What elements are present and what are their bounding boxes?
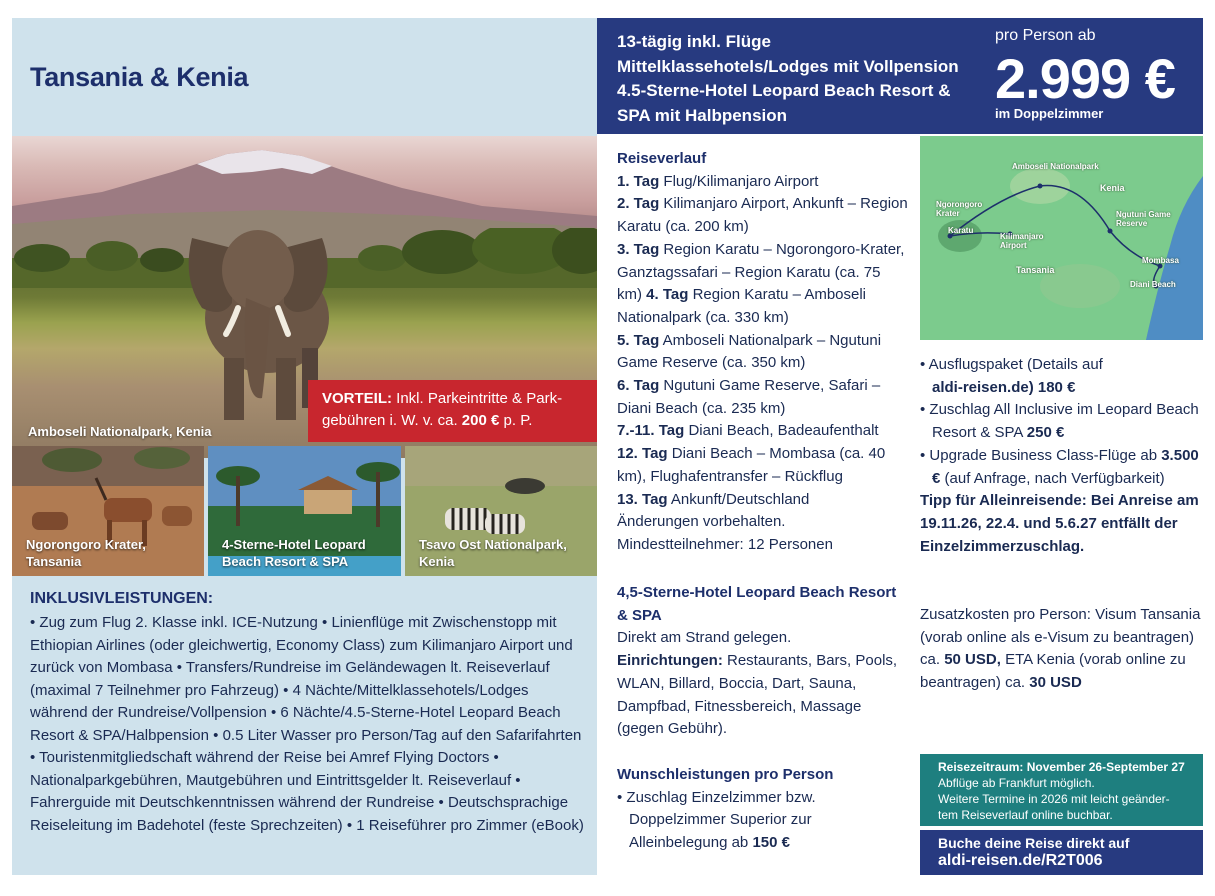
vorteil-badge: [308, 380, 597, 442]
map-label-kilimanjaro: Kilimanjaro Airport: [1000, 232, 1044, 250]
extra-item-3: • Upgrade Business Class-Flüge ab 3.500 € (auf Anfrage, nach Verfügbarkeit): [920, 446, 1199, 487]
wunschleistungen: [617, 764, 909, 855]
price-sub: im Doppelzimmer: [995, 106, 1104, 121]
reisezeitraum-heading: Reisezeitraum: November 26-September 27: [938, 760, 1185, 774]
itinerary-day-7-11: 7.-11. Tag Diani Beach, Badeaufenthalt: [617, 422, 879, 440]
map-label-tansania: Tansania: [1016, 265, 1055, 275]
itinerary-day-12: 12. Tag Diani Beach – Mombasa (ca. 40 km), Flughafentransfer – Rückflug: [617, 445, 886, 485]
itinerary-day-13: 13. Tag Ankunft/Deutschland: [617, 490, 810, 508]
itinerary-note-2: Mindestteilnehmer: 12 Personen: [617, 535, 833, 553]
zusatzkosten: Zusatzkosten pro Person: Visum Tansania (vorab online als e-Visum zu beantragen) ca. 50 USD, ETA Kenia (vorab online zu beantragen) ca. 30 USD: [920, 606, 1201, 692]
extra-item-1: • Ausflugspaket (Details auf aldi-reisen.de) 180 €: [920, 356, 1103, 396]
itinerary-heading: Reiseverlauf: [617, 150, 707, 167]
vorteil-amount: 200 €: [461, 412, 500, 429]
booking-link[interactable]: aldi-reisen.de/R2T006: [938, 852, 1103, 869]
thumb-caption-1-line2: Tansania: [26, 554, 82, 569]
thumb-hotel: [208, 446, 401, 576]
map-label-mombasa: Mombasa: [1142, 256, 1179, 265]
map-label-karatu: Karatu: [948, 226, 974, 235]
booking-box: [920, 830, 1203, 875]
hotel-heading: 4,5-Sterne-Hotel Leopard Beach Resort & SPA: [617, 584, 897, 624]
vorteil-label: VORTEIL:: [322, 390, 392, 407]
banner-line-2: Mittelklassehotels/Lodges mit Vollpension: [617, 56, 959, 76]
vorteil-text1: Inkl. Parkeintritte & Park-: [396, 390, 563, 407]
left-panel: [12, 18, 597, 875]
map-label-ngutuni: Ngutuni Game Reserve: [1116, 210, 1171, 228]
wunsch-heading: Wunschleistungen pro Person: [617, 766, 834, 783]
thumb-caption-3-line2: Kenia: [419, 554, 455, 569]
banner-line-3: 4.5-Sterne-Hotel Leopard Beach Resort &: [617, 81, 951, 100]
reisezeitraum-line3: tem Reiseverlauf online buchbar.: [938, 808, 1113, 822]
thumb-tsavo: [405, 446, 597, 576]
hotel-desc: Direkt am Strand gelegen.: [617, 629, 792, 647]
itinerary-day-2: 2. Tag Kilimanjaro Airport, Ankunft – Region Karatu (ca. 200 km): [617, 195, 908, 236]
wunsch-item: • Zuschlag Einzelzimmer bzw. Doppelzimmer Superior zur Alleinbelegung ab 150 €: [617, 788, 816, 852]
itinerary-day-1: 1. Tag Flug/Kilimanjaro Airport: [617, 172, 819, 190]
thumb-caption-3-line1: Tsavo Ost Nationalpark,: [419, 537, 567, 552]
reisezeitraum-line1: Abflüge ab Frankfurt möglich.: [938, 776, 1095, 790]
route-map: [920, 136, 1203, 340]
hero-caption: Amboseli Nationalpark, Kenia: [28, 424, 212, 439]
reisezeitraum-line2: Weitere Termine in 2026 mit leicht geänder-: [938, 792, 1170, 806]
extra-item-2: • Zuschlag All Inclusive im Leopard Beach Resort & SPA 250 €: [920, 401, 1199, 442]
thumb-caption-2-line2: Beach Resort & SPA: [222, 554, 349, 569]
map-label-kenia: Kenia: [1100, 183, 1125, 193]
thumb-caption-1-line1: Ngorongoro Krater,: [26, 537, 146, 552]
page-title: Tansania & Kenia: [30, 62, 249, 92]
banner-line-4: SPA mit Halbpension: [617, 105, 788, 125]
thumb-caption-2-line1: 4-Sterne-Hotel Leopard: [222, 537, 366, 552]
itinerary-note-1: Änderungen vorbehalten.: [617, 513, 786, 531]
vorteil-suffix: p. P.: [503, 412, 533, 429]
vorteil-text2: gebühren i. W. v. ca.: [322, 412, 458, 429]
facilities-label: Einrichtungen:: [617, 652, 723, 670]
price-label: pro Person ab: [995, 27, 1096, 44]
itinerary-day-6: 6. Tag Ngutuni Game Reserve, Safari – Diani Beach (ca. 235 km): [617, 377, 881, 417]
extras: [920, 354, 1203, 558]
banner-lines: [617, 30, 959, 128]
itinerary-day-3-4: 3. Tag Region Karatu – Ngorongoro-Krater, Ganztagssafari – Region Karatu (ca. 75 km) 4. Tag Region Karatu – Amboseli Nationalpark (ca. 330 km): [617, 240, 905, 326]
thumb-ngorongoro: [12, 446, 204, 576]
booking-line1: Buche deine Reise direkt auf: [938, 835, 1130, 851]
map-label-amboseli: Amboseli Nationalpark: [1012, 162, 1099, 171]
hotel-info: [617, 582, 909, 741]
reisezeitraum-box: [920, 754, 1203, 826]
tipp-alleinreisende: Tipp für Alleinreisende: Bei Anreise am 19.11.26, 22.4. und 5.6.27 entfällt der Einzelzimmerzuschlag.: [920, 492, 1199, 555]
itinerary-day-5: 5. Tag Amboseli Nationalpark – Ngutuni Game Reserve (ca. 350 km): [617, 331, 882, 372]
map-label-diani: Diani Beach: [1130, 280, 1176, 289]
offer-banner: [597, 18, 1203, 134]
itinerary: [617, 148, 909, 557]
price: 2.999 €: [995, 47, 1175, 110]
inklusivleistungen-text: • Zug zum Flug 2. Klasse inkl. ICE-Nutzung • Linienflüge mit Zwischenstopp mit Ethiopian Airlines (oder gleichwertig, Economy Class) zum Kilimanjaro Airport und zurück von Mombasa • Transfers/Rundreise im Geländewagen lt. Reiseverlauf (maximal 7 Teilnehmer pro Fahrzeug) • 4 Nächte/Mittelklassehotels/Lodges während der Rundreise/Vollpension • 6 Nächte/4.5-Sterne-Hotel Leopard Beach Resort & SPA/Halbpension • 0.5 Liter Wasser pro Person/Tag auf den Safarifahrten • Touristenmitgliedschaft während der Reise bei Amref Flying Doctors • Nationalparkgebühren, Mautgebühren und Eintrittsgelder lt. Reiseverlauf • Fahrerguide mit Deutschkenntnissen während der Rundreise • Deutschsprachige Reiseleitung im Badehotel (feste Sprechzeiten) • 1 Reiseführer pro Zimmer (eBook): [30, 614, 584, 834]
banner-line-1: 13-tägig inkl. Flüge: [617, 32, 771, 51]
facilities-text: Restaurants, Bars, Pools, WLAN, Billard, Boccia, Dart, Sauna, Dampfbad, Fitnessbereich, Massage (gegen Gebühr).: [617, 652, 898, 738]
map-label-ngorongoro: Ngorongoro Krater: [936, 200, 983, 218]
photo-strip: [12, 446, 597, 576]
inklusivleistungen-heading: INKLUSIVLEISTUNGEN:: [30, 590, 214, 607]
